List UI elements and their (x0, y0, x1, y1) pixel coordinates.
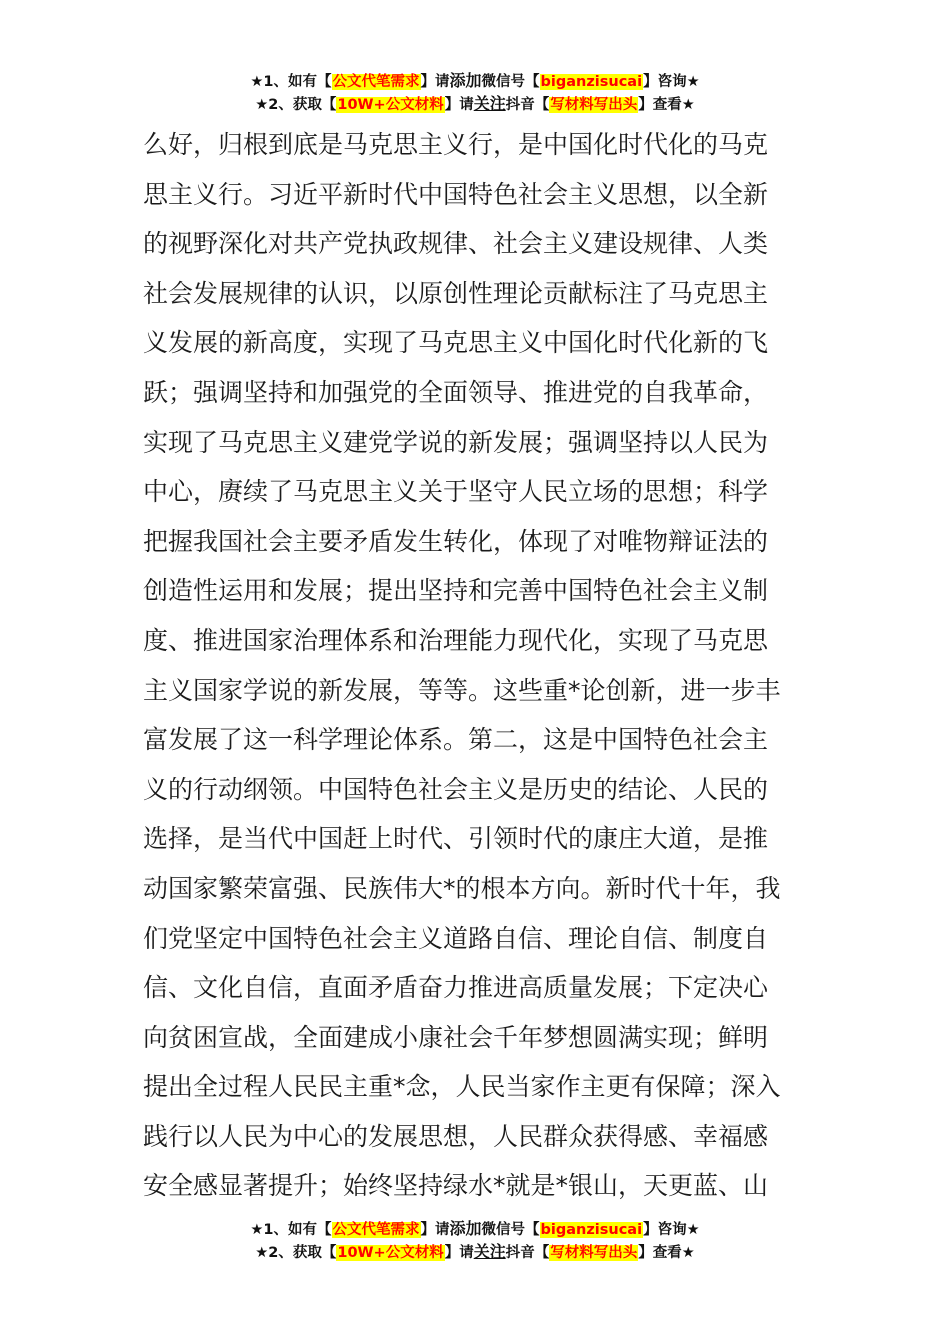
highlight-label: 公文代笔需求 (332, 74, 420, 90)
body-line: 选择，是当代中国赶上时代、引领时代的康庄大道，是推 (143, 824, 769, 854)
body-line: 提出全过程人民民主重*念，人民当家作主更有保障；深入 (143, 1072, 781, 1102)
body-line: 的视野深化对共产党执政规律、社会主义建设规律、人类 (143, 229, 769, 259)
banner-text: 抖音【 (505, 97, 550, 113)
banner-text: 抖音【 (505, 1245, 550, 1261)
document-body (143, 120, 813, 1211)
banner-emphasis: 关注 (473, 94, 506, 113)
body-line: 信、文化自信，直面矛盾奋力推进高质量发展；下定决心 (143, 973, 769, 1003)
banner-text: ★1、如有【 (250, 1222, 332, 1238)
highlight-label: 10W+公文材料 (337, 1245, 444, 1261)
douyin-id-highlight: 写材料写出头 (550, 1245, 638, 1261)
banner-text: 】请 (444, 1245, 474, 1261)
body-line: 创造性运用和发展；提出坚持和完善中国特色社会主义制 (143, 576, 769, 606)
banner-text: 】请 (420, 74, 450, 90)
footer-banner-line-2 (0, 1241, 950, 1264)
body-line: 们党坚定中国特色社会主义道路自信、理论自信、制度自 (143, 923, 769, 953)
body-line: 主义国家学说的新发展，等等。这些重*论创新，进一步丰 (143, 675, 781, 705)
body-line: 义的行动纲领。中国特色社会主义是历史的结论、人民的 (143, 774, 769, 804)
banner-text: 】查看★ (638, 97, 695, 113)
banner-text: 】请 (444, 97, 474, 113)
banner-emphasis: 添加 (449, 71, 482, 90)
body-line: 义发展的新高度，实现了马克思主义中国化时代化新的飞 (143, 328, 769, 358)
footer-banner-line-1 (0, 1218, 950, 1241)
highlight-label: 10W+公文材料 (337, 97, 444, 113)
banner-text: 】查看★ (638, 1245, 695, 1261)
body-line: 践行以人民为中心的发展思想，人民群众获得感、幸福感 (143, 1121, 769, 1151)
body-line: 么好，归根到底是马克思主义行，是中国化时代化的马克 (143, 130, 769, 159)
body-line: 富发展了这一科学理论体系。第二，这是中国特色社会主 (143, 725, 769, 755)
header-banner-line-1 (0, 70, 950, 93)
banner-text: 】请 (420, 1222, 450, 1238)
body-line: 向贫困宣战，全面建成小康社会千年梦想圆满实现；鲜明 (143, 1022, 769, 1052)
header-banner (0, 70, 950, 116)
banner-text: ★2、获取【 (255, 1245, 337, 1261)
body-line: 动国家繁荣富强、民族伟大*的根本方向。新时代十年，我 (143, 873, 781, 903)
header-banner-line-2 (0, 93, 950, 116)
banner-text: 】咨询★ (643, 1222, 700, 1238)
wechat-id-highlight: biganzisucai (540, 74, 643, 90)
banner-emphasis: 添加 (449, 1219, 482, 1238)
banner-text: 微信号【 (481, 74, 540, 90)
body-line: 实现了马克思主义建党学说的新发展；强调坚持以人民为 (143, 427, 769, 457)
banner-text: 】咨询★ (643, 74, 700, 90)
body-line: 把握我国社会主要矛盾发生转化，体现了对唯物辩证法的 (143, 526, 769, 556)
banner-text: ★1、如有【 (250, 74, 332, 90)
body-line: 社会发展规律的认识，以原创性理论贡献标注了马克思主 (143, 278, 769, 308)
body-line: 中心，赓续了马克思主义关于坚守人民立场的思想；科学 (143, 477, 769, 507)
banner-text: ★2、获取【 (255, 97, 337, 113)
body-line: 度、推进国家治理体系和治理能力现代化，实现了马克思 (143, 625, 769, 655)
body-line: 安全感显著提升；始终坚持绿水*就是*银山，天更蓝、山 (143, 1171, 769, 1201)
banner-text: 微信号【 (481, 1222, 540, 1238)
banner-emphasis: 关注 (473, 1242, 506, 1261)
highlight-label: 公文代笔需求 (332, 1222, 420, 1238)
wechat-id-highlight: biganzisucai (540, 1222, 643, 1238)
footer-banner (0, 1218, 950, 1264)
body-line: 跃；强调坚持和加强党的全面领导、推进党的自我革命， (143, 377, 769, 407)
body-line: 思主义行。习近平新时代中国特色社会主义思想，以全新 (143, 179, 769, 209)
douyin-id-highlight: 写材料写出头 (550, 97, 638, 113)
